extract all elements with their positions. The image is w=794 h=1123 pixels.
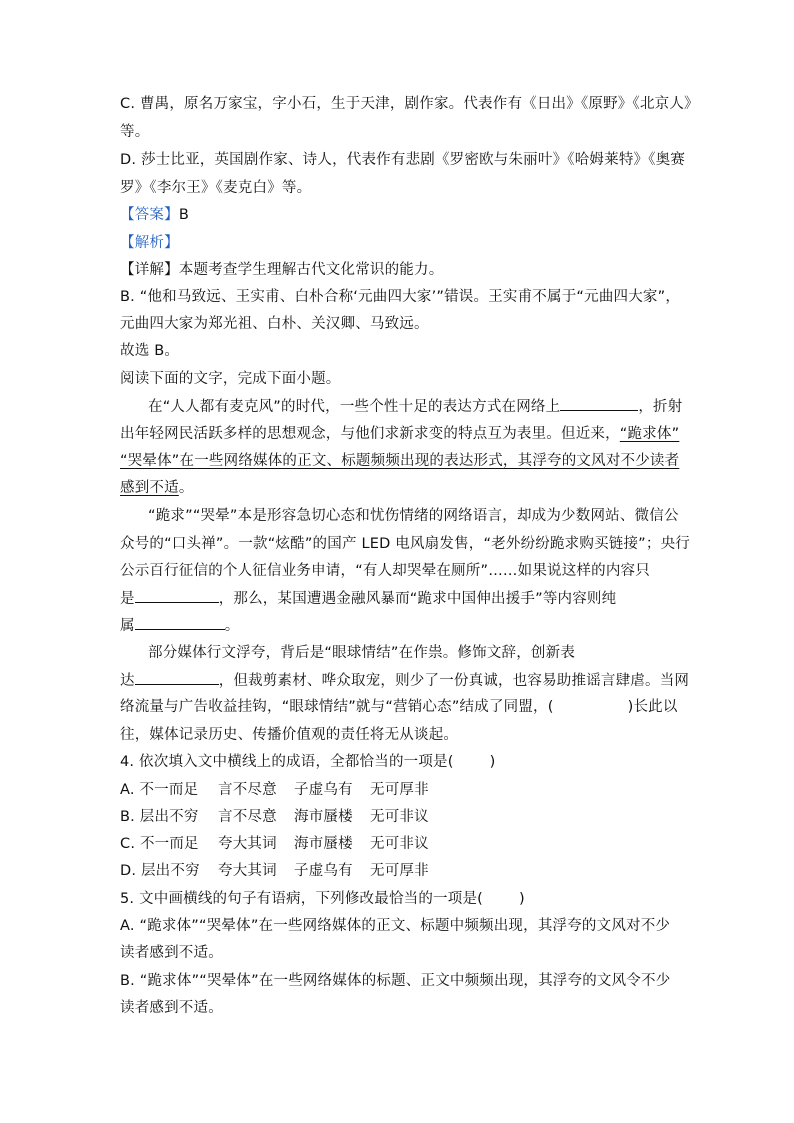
q4-b-1: B. 层出不穷	[120, 809, 199, 825]
answer-line	[120, 205, 189, 225]
paragraph-1-line-1	[148, 396, 682, 417]
blank-4	[135, 670, 219, 685]
q4-d-3: 子虚乌有	[294, 863, 353, 879]
b-explanation-line-1: B. “他和马致远、王实甫、白朴合称‘元曲四大家’”错误。王实甫不属于“元曲四大家”，	[120, 289, 681, 305]
underlined-sentence-part-2: “哭晕体”在一些网络媒体的正文、标题频频出现的表达形式，其浮夸的文风对不少读者	[120, 453, 680, 469]
q4-b-3: 海市蜃楼	[294, 809, 353, 825]
p2-text-e2: 。	[224, 618, 240, 634]
p3-text-c: 络流量与广告收益挂钩，“眼球情结”就与“营销心态”结成了同盟，(	[120, 699, 554, 715]
option-c-line-1: C. 曹禺，原名万家宝，字小石，生于天津，剧作家。代表作有《日出》《原野》《北京人》	[120, 96, 699, 112]
q4-option-d	[120, 861, 429, 881]
blank-1	[560, 396, 638, 411]
paragraph-3-line-2	[120, 670, 689, 691]
analysis-heading: 【解析】	[120, 235, 179, 251]
q4-a-3: 子虚乌有	[294, 782, 353, 798]
q5-option-a-line-1: A. “跪求体”“哭晕体”在一些网络媒体的正文、标题中频频出现，其浮夸的文风对不少	[120, 918, 671, 934]
p1-text-c: 出年轻网民活跃多样的思想观念，与他们求新求变的特点互为表里。但近来，	[120, 426, 620, 442]
blank-2	[135, 588, 219, 603]
p2-text-e1: 属	[120, 618, 135, 634]
question-5-stem	[120, 889, 525, 909]
paragraph-1-line-2	[120, 424, 679, 444]
q4-a-1: A. 不一而足	[120, 782, 199, 798]
q4-c-3: 海市蜃楼	[294, 836, 353, 852]
q4-b-4: 无可非议	[370, 809, 429, 825]
p3-text-b2: ，但裁剪素材、哗众取宠，则少了一份真诚，也容易助推谣言肆虐。当网	[218, 673, 690, 689]
p1-text-b: ，折射	[638, 399, 683, 415]
b-explanation-line-2: 元曲四大家为郑光祖、白朴、关汉卿、马致远。	[120, 316, 429, 332]
q4-close-paren: )	[489, 754, 496, 770]
paragraph-2-line-3: 公示百行征信的个人征信业务申请，“有人却哭晕在厕所”……如果说这样的内容只	[120, 563, 650, 579]
paragraph-1-line-4	[120, 478, 194, 498]
q4-c-1: C. 不一而足	[120, 836, 199, 852]
q4-d-4: 无可厚非	[370, 863, 429, 879]
q4-d-2: 夸大其词	[218, 863, 277, 879]
p2-text-d1: 是	[120, 591, 135, 607]
underlined-sentence-part-1: “跪求体”	[619, 426, 680, 442]
detail-text: 本题考查学生理解古代文化常识的能力。	[178, 262, 444, 278]
option-d-line-1: D. 莎士比亚，英国剧作家、诗人，代表作有悲剧《罗密欧与朱丽叶》《哈姆莱特》《奥赛	[120, 152, 686, 168]
p3-text-b1: 达	[120, 673, 135, 689]
question-4-stem	[120, 752, 495, 772]
paragraph-3-line-3	[120, 697, 678, 717]
detail-line	[120, 260, 443, 280]
paragraph-3-line-4: 往，媒体记录历史、传播价值观的责任将无从谈起。	[120, 727, 459, 743]
paragraph-2-line-1: “跪求”“哭晕”本是形容急切心态和忧伤情绪的网络语言，却成为少数网站、微信公	[148, 508, 679, 524]
detail-label: 【详解】	[120, 262, 179, 278]
q4-option-c	[120, 834, 429, 854]
answer-value: B	[178, 207, 189, 223]
q4-option-b	[120, 807, 429, 827]
q5-option-b-line-2: 读者感到不适。	[120, 1000, 223, 1016]
analysis-label	[120, 233, 179, 253]
q5-text: 5. 文中画横线的句子有语病，下列修改最恰当的一项是(	[120, 891, 483, 907]
underlined-sentence-part-3: 感到不适	[120, 480, 179, 496]
paragraph-2-line-4	[120, 588, 616, 609]
q4-d-1: D. 层出不穷	[120, 863, 200, 879]
q4-a-2: 言不尽意	[218, 782, 277, 798]
option-d-line-2: 罗》《李尔王》《麦克白》等。	[120, 180, 312, 196]
q4-c-4: 无可非议	[370, 836, 429, 852]
paragraph-1-line-3	[120, 451, 679, 471]
p3-text-c-end: )长此以	[627, 699, 678, 715]
paragraph-2-line-2: 众号的“口头禅”。一款“炫酷”的国产 LED 电风扇发售，“老外纷纷跪求购买链接”；央行	[120, 536, 690, 552]
q4-text: 4. 依次填入文中横线上的成语，全都恰当的一项是(	[120, 754, 454, 770]
paragraph-2-line-5	[120, 615, 239, 636]
option-c-line-2: 等。	[120, 124, 150, 140]
q5-option-b-line-1: B. “跪求体”“哭晕体”在一些网络媒体的标题、正文中频频出现，其浮夸的文风令不少	[120, 973, 671, 989]
answer-label: 【答案】	[120, 207, 179, 223]
q4-b-2: 言不尽意	[218, 809, 277, 825]
choose-b-line: 故选 B。	[120, 343, 180, 359]
reading-prompt: 阅读下面的文字，完成下面小题。	[120, 371, 341, 387]
q4-a-4: 无可厚非	[370, 782, 429, 798]
q4-c-2: 夸大其词	[218, 836, 277, 852]
q5-close-paren: )	[519, 891, 525, 907]
paragraph-3-line-1: 部分媒体行文浮夸，背后是“眼球情结”在作祟。修饰文辞，创新表	[148, 645, 576, 661]
q5-option-a-line-2: 读者感到不适。	[120, 945, 223, 961]
p1-text-a: 在“人人都有麦克风”的时代，一些个性十足的表达方式在网络上	[148, 399, 561, 415]
blank-3	[135, 615, 225, 630]
q4-option-a	[120, 780, 429, 800]
p2-text-d2: ，那么，某国遭遇金融风暴而“跪求中国伸出援手”等内容则纯	[218, 591, 617, 607]
p1-end-period: 。	[178, 480, 194, 496]
